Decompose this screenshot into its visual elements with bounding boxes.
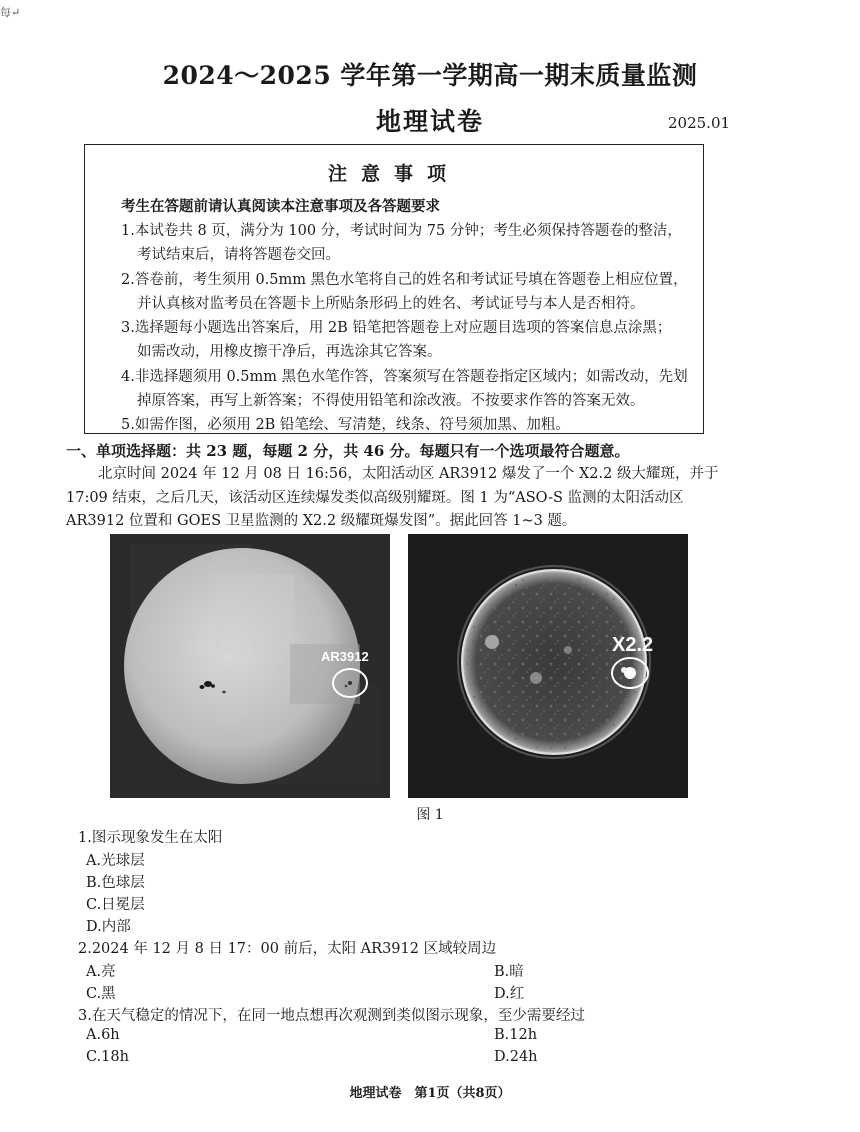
exam-title: 2024～2025 学年第一学期高一期末质量监测 [162,61,698,90]
question-1-stem: 1.图示现象发生在太阳 [78,830,223,846]
notice-line: 2.答卷前，考生须用 0.5mm 黑色水笔将自己的姓名和考试证号填在答题卷上相应位置， [121,271,688,288]
sun-photosphere-image [110,534,390,798]
notice-title: 注意事项 [327,163,460,185]
question-2-stem: 2.2024 年 12 月 8 日 17：00 前后，太阳 AR3912 区域较周边 [78,941,497,957]
corner-mark: 每↵ [0,6,21,19]
figure-caption: 图 1 [416,807,444,823]
question-2-option-b[interactable]: B.暗 [494,964,524,980]
ar3912-label: AR3912 [321,649,369,664]
notice-line: 4.非选择题须用 0.5mm 黑色水笔作答，答案须写在答题卷指定区域内；如需改动，先划 [121,368,688,385]
section-heading: 一、单项选择题：共 23 题，每题 2 分，共 46 分。每题只有一个选项最符合题意。 [66,442,630,460]
question-3-stem: 3.在天气稳定的情况下，在同一地点想再次观测到类似图示现象，至少需要经过 [78,1008,585,1024]
notice-line: 3.选择题每小题选出答案后，用 2B 铅笔把答题卷上对应题目选项的答案信息点涂黑； [121,320,672,337]
question-1-option-a[interactable]: A.光球层 [86,853,145,869]
notice-line: 考试结束后，请将答题卷交回。 [137,247,340,264]
notice-line: 并认真核对监考员在答题卡上所贴条形码上的姓名、考试证号与本人是否相符。 [137,295,645,312]
notice-lead: 考生在答题前请认真阅读本注意事项及各答题要求 [121,198,440,215]
question-1-option-d[interactable]: D.内部 [86,919,131,935]
notice-box [84,144,704,434]
question-3-option-b[interactable]: B.12h [494,1027,538,1043]
question-1-option-c[interactable]: C.日冕层 [86,897,145,913]
notice-list [121,219,691,438]
question-3-option-d[interactable]: D.24h [494,1049,538,1065]
question-2-option-c[interactable]: C.黑 [86,986,116,1002]
notice-line: 1.本试卷共 8 页，满分为 100 分，考试时间为 75 分钟；考生必须保持答题卷的整洁， [121,223,682,239]
question-1-option-b[interactable]: B.色球层 [86,875,145,891]
question-2-option-d[interactable]: D.红 [494,986,525,1002]
exam-subject: 地理试卷 [375,107,484,136]
question-3-option-a[interactable]: A.6h [86,1027,120,1043]
page-footer: 地理试卷 第1页（共8页） [349,1086,511,1101]
notice-line: 5.如需作图，必须用 2B 铅笔绘、写清楚，线条、符号须加黑、加粗。 [121,417,570,434]
question-2-option-a[interactable]: A.亮 [86,964,116,980]
question-3-option-c[interactable]: C.18h [86,1049,129,1065]
notice-line: 如需改动，用橡皮擦干净后，再选涂其它答案。 [137,344,442,361]
x22-label: X2.2 [612,634,654,656]
notice-line: 掉原答案，再写上新答案；不得使用铅笔和涂改液。不按要求作答的答案无效。 [137,393,645,410]
exam-date: 2025.01 [668,114,731,132]
sun-flare-image [408,534,688,798]
question-intro [66,463,726,534]
intro-text: 北京时间 2024 年 12 月 08 日 16:56，太阳活动区 AR3912 爆发了一个 X2.2 级大耀斑，并于 17:09 结束，之后几天，该活动区连续爆发类似高级别耀斑。图 1 为“ASO-S 监测的太阳活动区 AR3912 位置和 GOES 卫星监测的 X2.2 级耀斑爆发图”。据此回答 1~3 题。 [66,466,719,529]
